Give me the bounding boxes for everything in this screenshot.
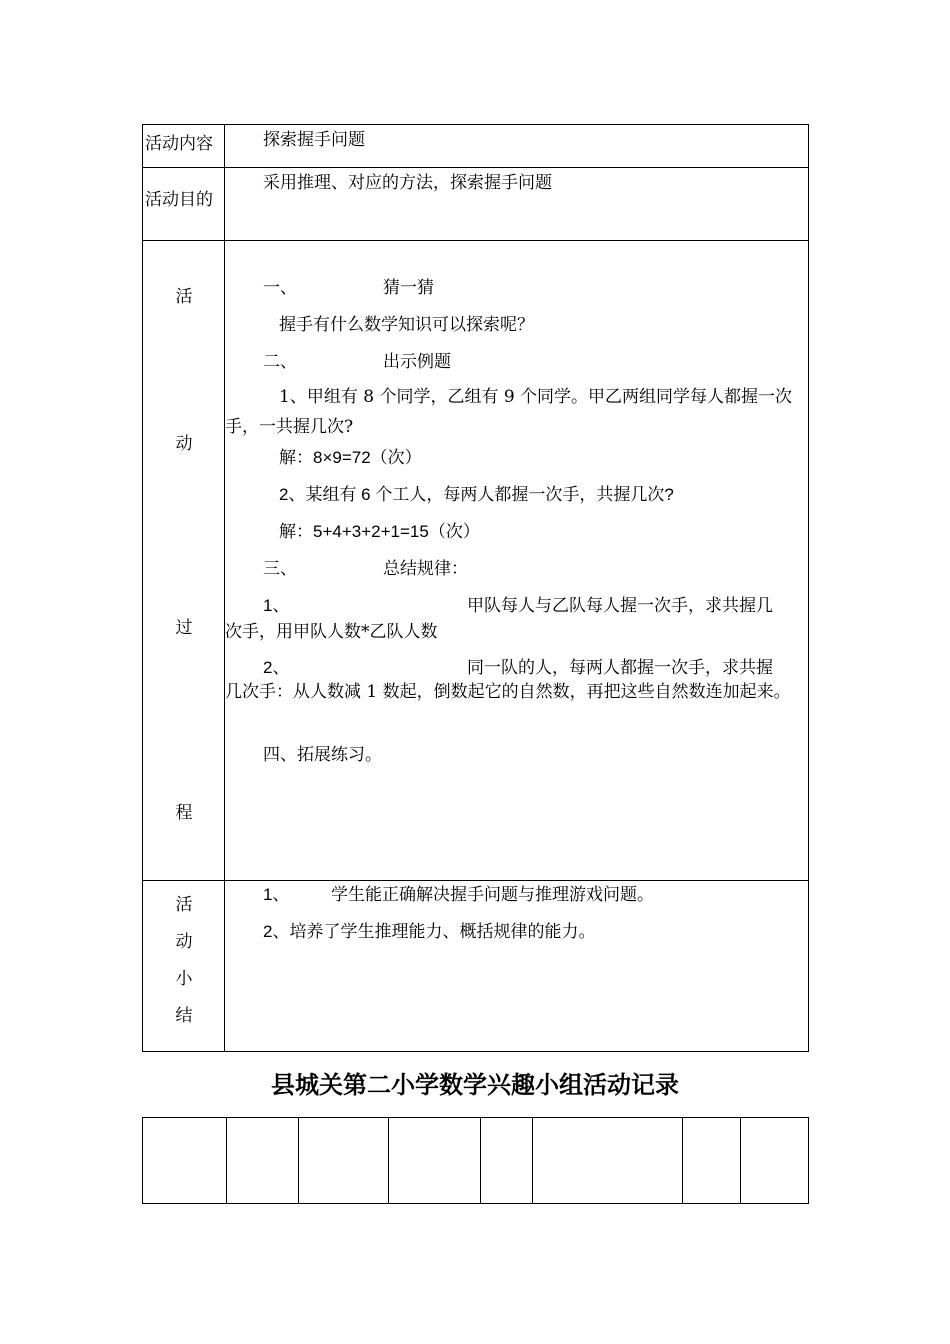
section-2-title: 出示例题 — [383, 352, 451, 372]
purpose-label-cell — [143, 168, 225, 241]
summary-label-char: 小 — [175, 969, 193, 989]
example-2: 2、某组有 6 个工人，每两人都握一次手，共握几次? — [279, 485, 674, 504]
next-record-title: 县城关第二小学数学兴趣小组活动记录 — [271, 1070, 679, 1099]
content-label-cell — [143, 125, 225, 168]
summary-label-cell — [143, 881, 225, 1052]
section-2-number: 二、 — [263, 352, 297, 372]
rule-1-tail: 次手，用甲队人数*乙队人数 — [225, 622, 438, 642]
purpose-label: 活动目的 — [145, 190, 213, 210]
example-1: 1、甲组有 8 个同学，乙组有 9 个同学。甲乙两组同学每人都握一次手，一共握几次? — [225, 387, 793, 437]
activity-record-table — [142, 124, 809, 1052]
section-1-number: 一、 — [263, 278, 297, 298]
header-cell — [143, 1118, 227, 1204]
section-1-text: 握手有什么数学知识可以探索呢？ — [279, 315, 534, 335]
summary-2: 2、培养了学生推理能力、概括规律的能力。 — [263, 922, 596, 941]
section-3-number: 三、 — [263, 559, 297, 579]
next-record-header-table — [142, 1117, 809, 1204]
content-value-cell — [225, 125, 809, 168]
summary-cell — [225, 881, 809, 1052]
section-4: 四、拓展练习。 — [263, 745, 382, 765]
header-cell — [389, 1118, 481, 1204]
content-value: 探索握手问题 — [263, 130, 365, 150]
example-2-solution: 解：5+4+3+2+1=15（次） — [279, 522, 480, 541]
header-cell — [227, 1118, 299, 1204]
process-label-char: 动 — [175, 434, 193, 454]
content-label: 活动内容 — [145, 134, 213, 154]
process-label-char: 活 — [175, 287, 193, 307]
summary-1-text: 学生能正确解决握手问题与推理游戏问题。 — [331, 885, 654, 905]
section-3-title: 总结规律： — [383, 559, 468, 579]
purpose-value: 采用推理、对应的方法，探索握手问题 — [263, 173, 552, 193]
process-cell — [225, 241, 809, 881]
process-label-char: 程 — [175, 803, 193, 823]
header-cell — [741, 1118, 809, 1204]
rule-2-tail: 几次手：从人数减 1 数起，倒数起它的自然数，再把这些自然数连加起来。 — [225, 682, 791, 702]
summary-label-char: 活 — [175, 895, 193, 915]
purpose-value-cell — [225, 168, 809, 241]
example-1-solution: 解：8×9=72（次） — [279, 448, 422, 467]
summary-label-char: 动 — [175, 932, 193, 952]
summary-label-char: 结 — [175, 1006, 193, 1026]
summary-1-number: 1、 — [263, 885, 290, 904]
process-label-char: 过 — [175, 618, 193, 638]
header-cell — [481, 1118, 533, 1204]
header-cell — [533, 1118, 683, 1204]
process-label-cell — [143, 241, 225, 881]
header-cell — [683, 1118, 741, 1204]
section-1-title: 猜一猜 — [383, 278, 434, 298]
header-cell — [299, 1118, 389, 1204]
rule-2-head: 同一队的人，每两人都握一次手，求共握 — [467, 658, 773, 678]
rule-2-number: 2、 — [263, 658, 290, 677]
rule-1-number: 1、 — [263, 596, 290, 615]
rule-1-head: 甲队每人与乙队每人握一次手，求共握几 — [467, 596, 773, 616]
